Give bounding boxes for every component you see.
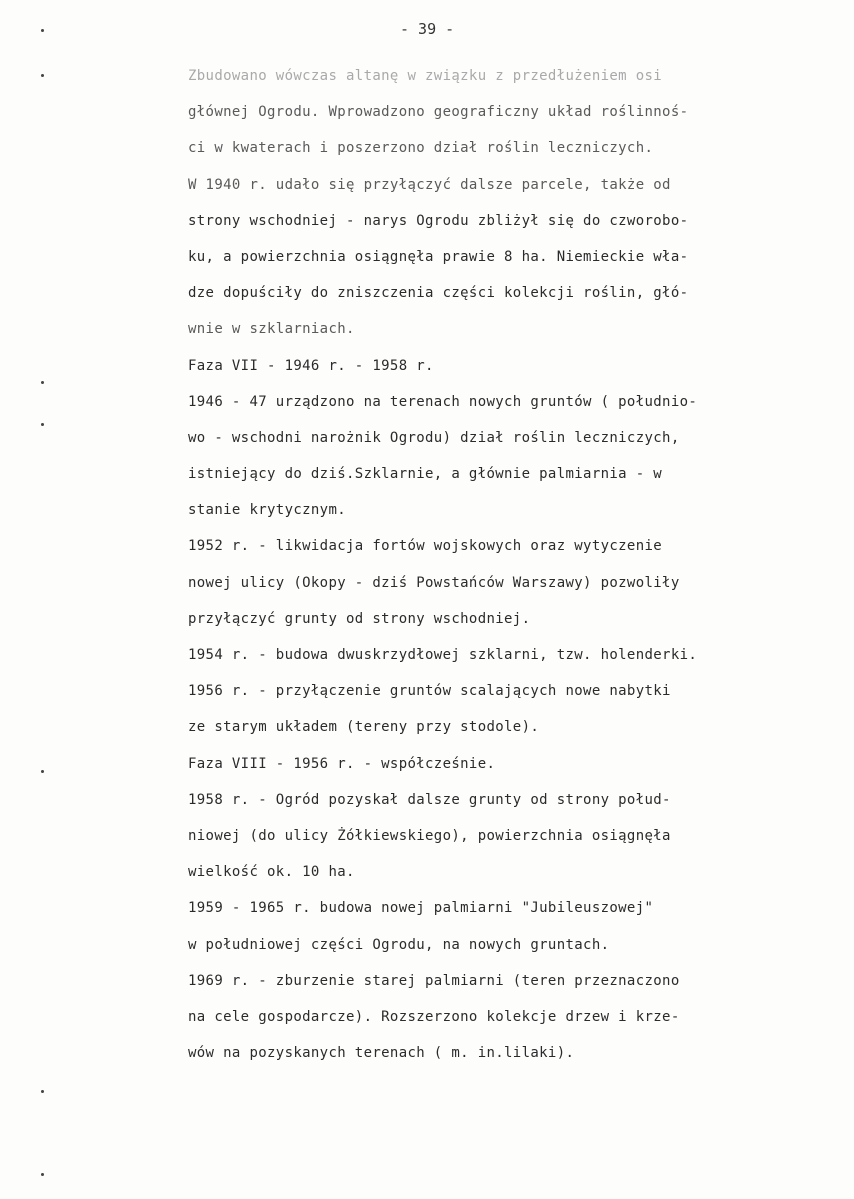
text-line: 1954 r. - budowa dwuskrzydłowej szklarni, tzw. holenderki. [188,647,698,663]
text-line: wów na pozyskanych terenach ( m. in.lilaki). [188,1045,575,1062]
text-line: 1959 - 1965 r. budowa nowej palmiarni "Jubileuszowej" [188,900,654,917]
text-line: na cele gospodarcze). Rozszerzono kolekcje drzew i krze- [188,1008,680,1025]
text-line: strony wschodniej - narys Ogrodu zbliżył się do czworobo- [188,212,689,229]
margin-mark [41,423,44,426]
text-line: ci w kwaterach i poszerzono dział roślin leczniczych. [188,140,654,157]
section-heading: Faza VII - 1946 r. - 1958 r. [188,357,434,374]
text-line: dze dopuściły do zniszczenia części kolekcji roślin, głó- [188,285,689,302]
margin-mark [41,381,44,384]
text-line: wnie w szklarniach. [188,321,355,338]
text-line: wielkość ok. 10 ha. [188,864,355,881]
text-line: wo - wschodni narożnik Ogrodu) dział roślin leczniczych, [188,429,680,446]
text-line: ku, a powierzchnia osiągnęła prawie 8 ha. Niemieckie wła- [188,248,689,265]
margin-mark [41,770,44,773]
text-line: 1946 - 47 urządzono na terenach nowych gruntów ( południo- [188,393,698,410]
text-line: niowej (do ulicy Żółkiewskiego), powierzchnia osiągnęła [188,827,671,844]
text-line: W 1940 r. udało się przyłączyć dalsze parcele, także od [188,176,671,193]
text-line: istniejący do dziś.Szklarnie, a głównie palmiarnia - w [188,466,663,483]
text-line: 1969 r. - zburzenie starej palmiarni (teren przeznaczono [188,972,680,989]
text-line: nowej ulicy (Okopy - dziś Powstańców Warszawy) pozwoliły [188,574,680,591]
text-line: 1952 r. - likwidacja fortów wojskowych oraz wytyczenie [188,538,663,555]
typewritten-text [188,64,808,1077]
margin-mark [41,1090,44,1093]
margin-mark [41,74,44,77]
text-line: 1958 r. - Ogród pozyskał dalsze grunty od strony połud- [188,791,671,808]
text-line: Zbudowano wówczas altanę w związku z przedłużeniem osi [188,68,663,84]
margin-mark [41,1173,44,1176]
section-heading: Faza VIII - 1956 r. - współcześnie. [188,755,496,772]
text-line: 1956 r. - przyłączenie gruntów scalających nowe nabytki [188,683,671,700]
text-line: ze starym układem (tereny przy stodole). [188,719,540,736]
text-line: stanie krytycznym. [188,502,347,519]
text-line: głównej Ogrodu. Wprowadzono geograficzny układ roślinnoś- [188,104,689,121]
text-line: w południowej części Ogrodu, na nowych gruntach. [188,936,610,953]
page-number: - 39 - [400,20,455,38]
margin-mark [41,29,44,32]
text-line: przyłączyć grunty od strony wschodniej. [188,610,531,627]
